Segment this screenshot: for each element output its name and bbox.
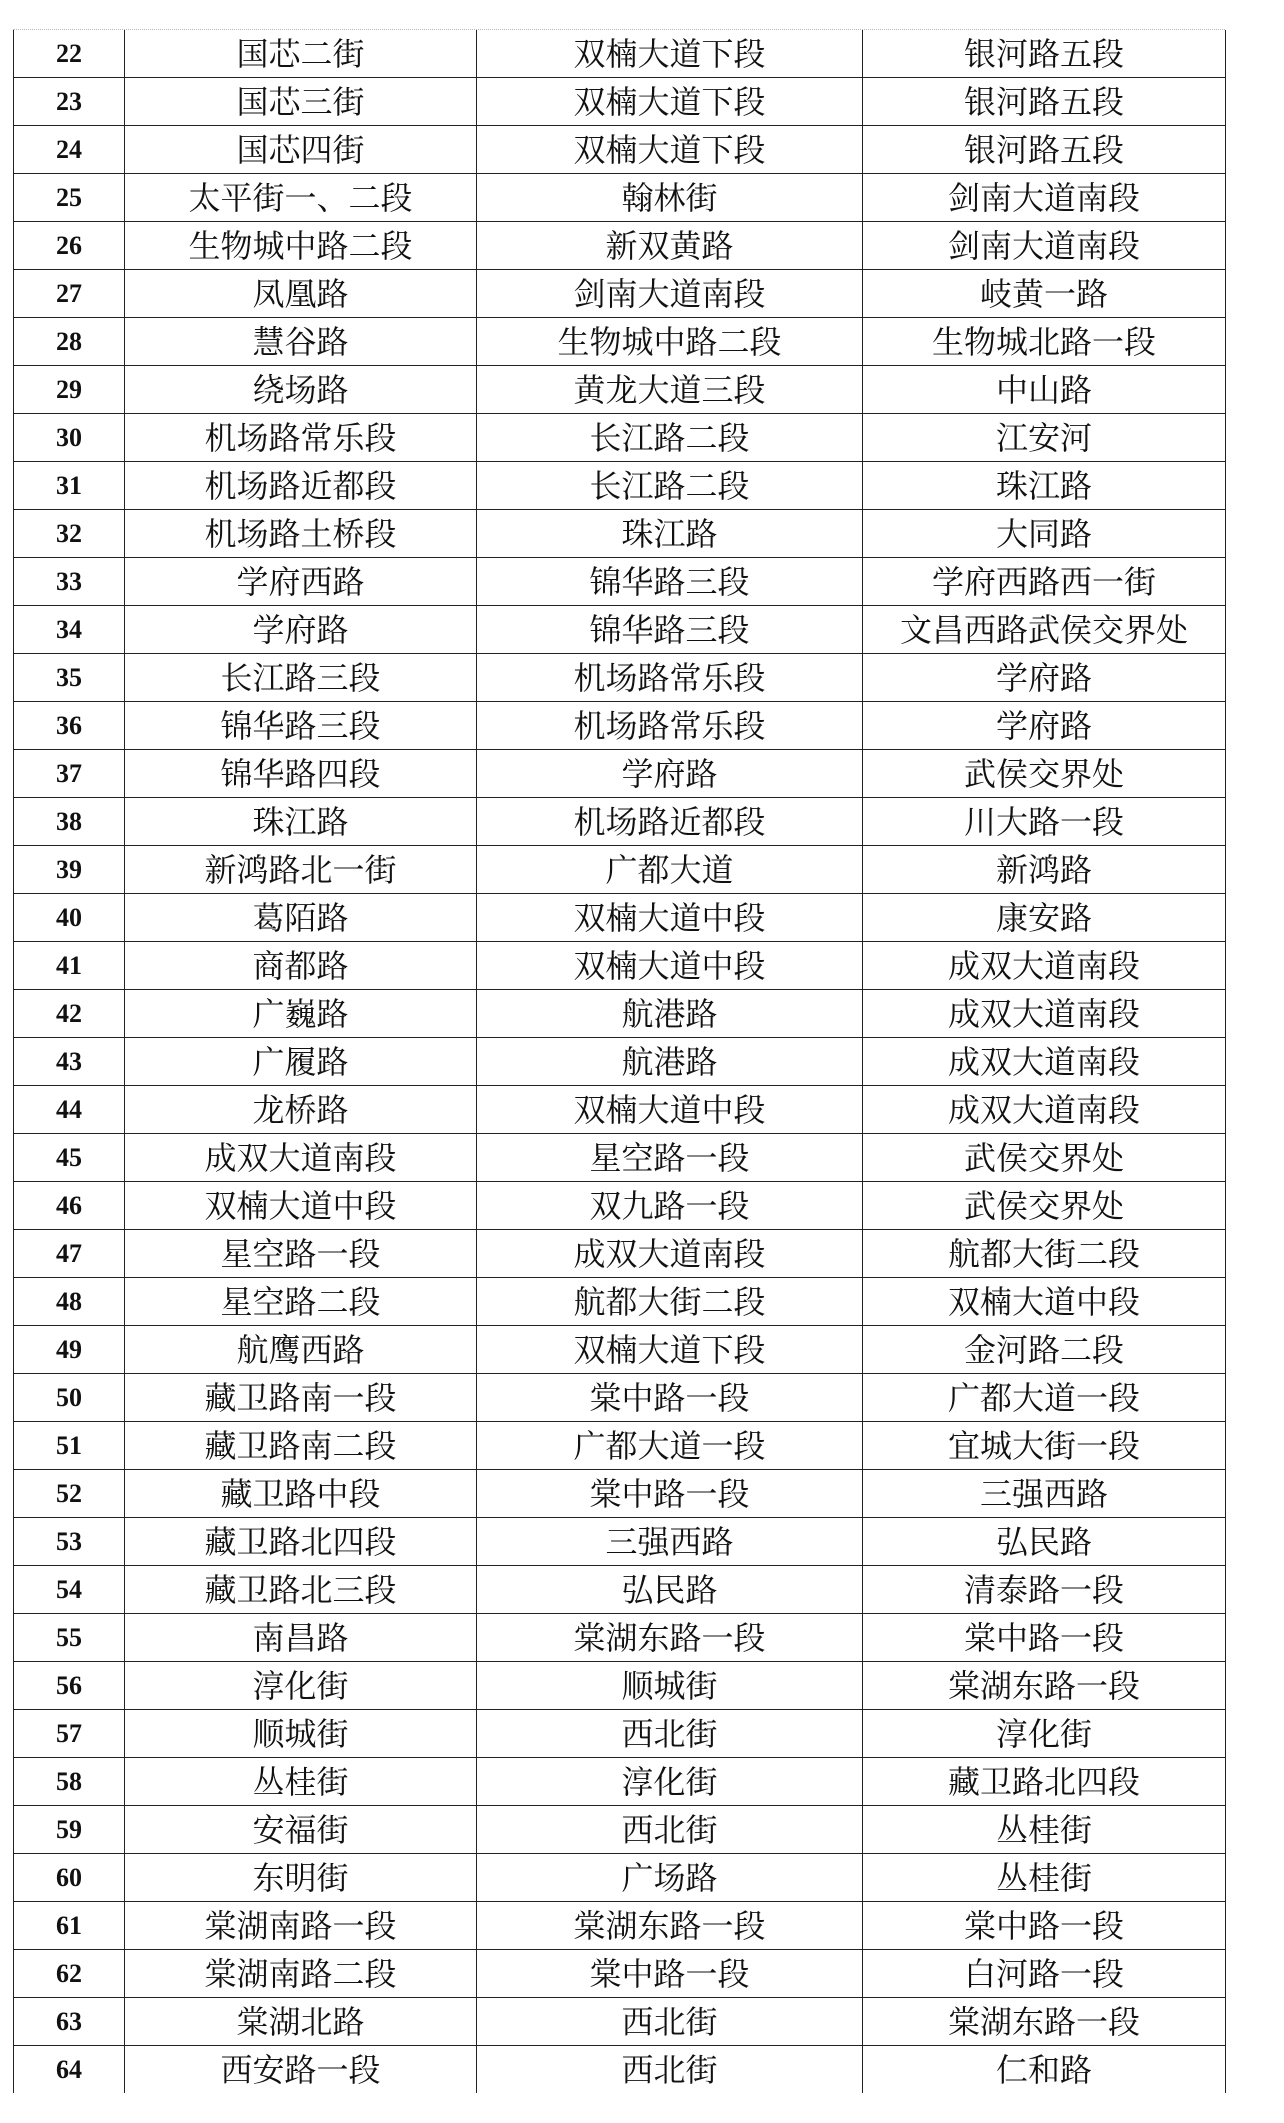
table-row xyxy=(14,750,1226,798)
start-point: 弘民路 xyxy=(477,1566,863,1614)
start-point: 淳化街 xyxy=(477,1758,863,1806)
row-number: 23 xyxy=(14,78,125,126)
end-point: 棠湖东路一段 xyxy=(863,1998,1226,2046)
road-name: 太平街一、二段 xyxy=(125,174,477,222)
start-point: 西北街 xyxy=(477,1806,863,1854)
row-number: 31 xyxy=(14,462,125,510)
row-number: 33 xyxy=(14,558,125,606)
table-row xyxy=(14,1902,1226,1950)
road-name: 丛桂街 xyxy=(125,1758,477,1806)
table-row xyxy=(14,174,1226,222)
start-point: 机场路常乐段 xyxy=(477,702,863,750)
end-point: 丛桂街 xyxy=(863,1854,1226,1902)
start-point: 西北街 xyxy=(477,1710,863,1758)
start-point: 长江路二段 xyxy=(477,462,863,510)
row-number: 37 xyxy=(14,750,125,798)
table-row xyxy=(14,126,1226,174)
road-name: 绕场路 xyxy=(125,366,477,414)
road-name: 成双大道南段 xyxy=(125,1134,477,1182)
road-table-body xyxy=(14,30,1226,2093)
end-point: 银河路五段 xyxy=(863,78,1226,126)
road-name: 国芯三街 xyxy=(125,78,477,126)
table-row xyxy=(14,654,1226,702)
start-point: 长江路二段 xyxy=(477,414,863,462)
start-point: 航港路 xyxy=(477,1038,863,1086)
row-number: 32 xyxy=(14,510,125,558)
row-number: 38 xyxy=(14,798,125,846)
table-row xyxy=(14,1758,1226,1806)
road-name: 藏卫路中段 xyxy=(125,1470,477,1518)
table-row xyxy=(14,1038,1226,1086)
row-number: 55 xyxy=(14,1614,125,1662)
row-number: 39 xyxy=(14,846,125,894)
start-point: 双楠大道下段 xyxy=(477,78,863,126)
end-point: 棠湖东路一段 xyxy=(863,1662,1226,1710)
row-number: 41 xyxy=(14,942,125,990)
end-point: 棠中路一段 xyxy=(863,1614,1226,1662)
end-point: 珠江路 xyxy=(863,462,1226,510)
row-number: 64 xyxy=(14,2046,125,2094)
end-point: 成双大道南段 xyxy=(863,1086,1226,1134)
row-number: 48 xyxy=(14,1278,125,1326)
table-row xyxy=(14,1182,1226,1230)
row-number: 35 xyxy=(14,654,125,702)
table-row xyxy=(14,414,1226,462)
end-point: 剑南大道南段 xyxy=(863,174,1226,222)
table-row xyxy=(14,1374,1226,1422)
road-name: 棠湖北路 xyxy=(125,1998,477,2046)
row-number: 27 xyxy=(14,270,125,318)
table-row xyxy=(14,1278,1226,1326)
table-row xyxy=(14,1422,1226,1470)
road-name: 商都路 xyxy=(125,942,477,990)
end-point: 仁和路 xyxy=(863,2046,1226,2094)
start-point: 双楠大道下段 xyxy=(477,126,863,174)
end-point: 学府路 xyxy=(863,654,1226,702)
start-point: 锦华路三段 xyxy=(477,606,863,654)
row-number: 51 xyxy=(14,1422,125,1470)
end-point: 武侯交界处 xyxy=(863,1182,1226,1230)
end-point: 武侯交界处 xyxy=(863,750,1226,798)
road-name: 航鹰西路 xyxy=(125,1326,477,1374)
road-name: 安福街 xyxy=(125,1806,477,1854)
start-point: 学府路 xyxy=(477,750,863,798)
end-point: 江安河 xyxy=(863,414,1226,462)
road-name: 国芯四街 xyxy=(125,126,477,174)
road-name: 学府西路 xyxy=(125,558,477,606)
end-point: 成双大道南段 xyxy=(863,942,1226,990)
row-number: 43 xyxy=(14,1038,125,1086)
road-name: 棠湖南路二段 xyxy=(125,1950,477,1998)
road-name: 长江路三段 xyxy=(125,654,477,702)
road-name: 星空路二段 xyxy=(125,1278,477,1326)
road-name: 顺城街 xyxy=(125,1710,477,1758)
start-point: 棠中路一段 xyxy=(477,1374,863,1422)
row-number: 26 xyxy=(14,222,125,270)
road-name: 藏卫路南一段 xyxy=(125,1374,477,1422)
end-point: 宜城大街一段 xyxy=(863,1422,1226,1470)
row-number: 34 xyxy=(14,606,125,654)
start-point: 机场路常乐段 xyxy=(477,654,863,702)
road-name: 双楠大道中段 xyxy=(125,1182,477,1230)
start-point: 成双大道南段 xyxy=(477,1230,863,1278)
start-point: 珠江路 xyxy=(477,510,863,558)
table-row xyxy=(14,1134,1226,1182)
start-point: 锦华路三段 xyxy=(477,558,863,606)
table-row xyxy=(14,318,1226,366)
end-point: 成双大道南段 xyxy=(863,990,1226,1038)
end-point: 新鸿路 xyxy=(863,846,1226,894)
end-point: 弘民路 xyxy=(863,1518,1226,1566)
start-point: 剑南大道南段 xyxy=(477,270,863,318)
table-row xyxy=(14,894,1226,942)
end-point: 金河路二段 xyxy=(863,1326,1226,1374)
road-section-table xyxy=(13,30,1226,2093)
end-point: 藏卫路北四段 xyxy=(863,1758,1226,1806)
end-point: 文昌西路武侯交界处 xyxy=(863,606,1226,654)
row-number: 53 xyxy=(14,1518,125,1566)
row-number: 29 xyxy=(14,366,125,414)
row-number: 46 xyxy=(14,1182,125,1230)
row-number: 60 xyxy=(14,1854,125,1902)
start-point: 黄龙大道三段 xyxy=(477,366,863,414)
end-point: 双楠大道中段 xyxy=(863,1278,1226,1326)
start-point: 棠湖东路一段 xyxy=(477,1902,863,1950)
start-point: 棠中路一段 xyxy=(477,1470,863,1518)
road-name: 机场路近都段 xyxy=(125,462,477,510)
table-row xyxy=(14,702,1226,750)
table-row xyxy=(14,1326,1226,1374)
road-name: 南昌路 xyxy=(125,1614,477,1662)
start-point: 航港路 xyxy=(477,990,863,1038)
road-name: 广巍路 xyxy=(125,990,477,1038)
start-point: 新双黄路 xyxy=(477,222,863,270)
table-row xyxy=(14,942,1226,990)
end-point: 淳化街 xyxy=(863,1710,1226,1758)
table-row xyxy=(14,1662,1226,1710)
row-number: 63 xyxy=(14,1998,125,2046)
start-point: 三强西路 xyxy=(477,1518,863,1566)
end-point: 岐黄一路 xyxy=(863,270,1226,318)
road-name: 慧谷路 xyxy=(125,318,477,366)
table-row xyxy=(14,1854,1226,1902)
table-row xyxy=(14,510,1226,558)
road-name: 锦华路四段 xyxy=(125,750,477,798)
road-name: 锦华路三段 xyxy=(125,702,477,750)
road-name: 棠湖南路一段 xyxy=(125,1902,477,1950)
road-name: 龙桥路 xyxy=(125,1086,477,1134)
table-row xyxy=(14,1230,1226,1278)
road-name: 新鸿路北一街 xyxy=(125,846,477,894)
road-name: 学府路 xyxy=(125,606,477,654)
table-row xyxy=(14,1998,1226,2046)
row-number: 44 xyxy=(14,1086,125,1134)
start-point: 航都大街二段 xyxy=(477,1278,863,1326)
table-row xyxy=(14,462,1226,510)
end-point: 成双大道南段 xyxy=(863,1038,1226,1086)
table-row xyxy=(14,78,1226,126)
start-point: 双九路一段 xyxy=(477,1182,863,1230)
table-row xyxy=(14,1710,1226,1758)
start-point: 双楠大道下段 xyxy=(477,1326,863,1374)
row-number: 54 xyxy=(14,1566,125,1614)
table-row xyxy=(14,2046,1226,2094)
start-point: 广场路 xyxy=(477,1854,863,1902)
row-number: 45 xyxy=(14,1134,125,1182)
row-number: 61 xyxy=(14,1902,125,1950)
end-point: 银河路五段 xyxy=(863,30,1226,78)
start-point: 机场路近都段 xyxy=(477,798,863,846)
table-row xyxy=(14,366,1226,414)
start-point: 棠湖东路一段 xyxy=(477,1614,863,1662)
end-point: 航都大街二段 xyxy=(863,1230,1226,1278)
row-number: 24 xyxy=(14,126,125,174)
row-number: 58 xyxy=(14,1758,125,1806)
table-row xyxy=(14,1518,1226,1566)
road-name: 星空路一段 xyxy=(125,1230,477,1278)
road-name: 葛陌路 xyxy=(125,894,477,942)
table-row xyxy=(14,990,1226,1038)
start-point: 翰林街 xyxy=(477,174,863,222)
road-name: 生物城中路二段 xyxy=(125,222,477,270)
start-point: 棠中路一段 xyxy=(477,1950,863,1998)
road-name: 西安路一段 xyxy=(125,2046,477,2094)
row-number: 57 xyxy=(14,1710,125,1758)
row-number: 56 xyxy=(14,1662,125,1710)
end-point: 川大路一段 xyxy=(863,798,1226,846)
end-point: 中山路 xyxy=(863,366,1226,414)
start-point: 双楠大道中段 xyxy=(477,894,863,942)
start-point: 顺城街 xyxy=(477,1662,863,1710)
end-point: 生物城北路一段 xyxy=(863,318,1226,366)
end-point: 康安路 xyxy=(863,894,1226,942)
table-row xyxy=(14,1566,1226,1614)
road-name: 淳化街 xyxy=(125,1662,477,1710)
table-row xyxy=(14,1614,1226,1662)
start-point: 广都大道 xyxy=(477,846,863,894)
end-point: 大同路 xyxy=(863,510,1226,558)
end-point: 广都大道一段 xyxy=(863,1374,1226,1422)
end-point: 棠中路一段 xyxy=(863,1902,1226,1950)
start-point: 生物城中路二段 xyxy=(477,318,863,366)
start-point: 双楠大道中段 xyxy=(477,942,863,990)
end-point: 剑南大道南段 xyxy=(863,222,1226,270)
row-number: 30 xyxy=(14,414,125,462)
row-number: 59 xyxy=(14,1806,125,1854)
row-number: 28 xyxy=(14,318,125,366)
start-point: 双楠大道中段 xyxy=(477,1086,863,1134)
row-number: 49 xyxy=(14,1326,125,1374)
row-number: 47 xyxy=(14,1230,125,1278)
start-point: 西北街 xyxy=(477,2046,863,2094)
road-name: 藏卫路北三段 xyxy=(125,1566,477,1614)
road-name: 国芯二街 xyxy=(125,30,477,78)
table-row xyxy=(14,30,1226,78)
road-name: 机场路常乐段 xyxy=(125,414,477,462)
row-number: 25 xyxy=(14,174,125,222)
table-row xyxy=(14,846,1226,894)
road-name: 藏卫路南二段 xyxy=(125,1422,477,1470)
end-point: 学府路 xyxy=(863,702,1226,750)
row-number: 52 xyxy=(14,1470,125,1518)
row-number: 42 xyxy=(14,990,125,1038)
row-number: 36 xyxy=(14,702,125,750)
end-point: 丛桂街 xyxy=(863,1806,1226,1854)
table-row xyxy=(14,558,1226,606)
table-row xyxy=(14,1086,1226,1134)
start-point: 广都大道一段 xyxy=(477,1422,863,1470)
road-name: 珠江路 xyxy=(125,798,477,846)
end-point: 清泰路一段 xyxy=(863,1566,1226,1614)
end-point: 银河路五段 xyxy=(863,126,1226,174)
road-name: 凤凰路 xyxy=(125,270,477,318)
start-point: 西北街 xyxy=(477,1998,863,2046)
end-point: 武侯交界处 xyxy=(863,1134,1226,1182)
row-number: 62 xyxy=(14,1950,125,1998)
table-row xyxy=(14,798,1226,846)
table-row xyxy=(14,606,1226,654)
table-row xyxy=(14,270,1226,318)
table-row xyxy=(14,222,1226,270)
road-name: 机场路土桥段 xyxy=(125,510,477,558)
table-row xyxy=(14,1950,1226,1998)
road-name: 东明街 xyxy=(125,1854,477,1902)
row-number: 50 xyxy=(14,1374,125,1422)
table-row xyxy=(14,1806,1226,1854)
row-number: 22 xyxy=(14,30,125,78)
end-point: 白河路一段 xyxy=(863,1950,1226,1998)
road-name: 广履路 xyxy=(125,1038,477,1086)
end-point: 学府西路西一街 xyxy=(863,558,1226,606)
table-row xyxy=(14,1470,1226,1518)
start-point: 星空路一段 xyxy=(477,1134,863,1182)
start-point: 双楠大道下段 xyxy=(477,30,863,78)
row-number: 40 xyxy=(14,894,125,942)
road-name: 藏卫路北四段 xyxy=(125,1518,477,1566)
end-point: 三强西路 xyxy=(863,1470,1226,1518)
